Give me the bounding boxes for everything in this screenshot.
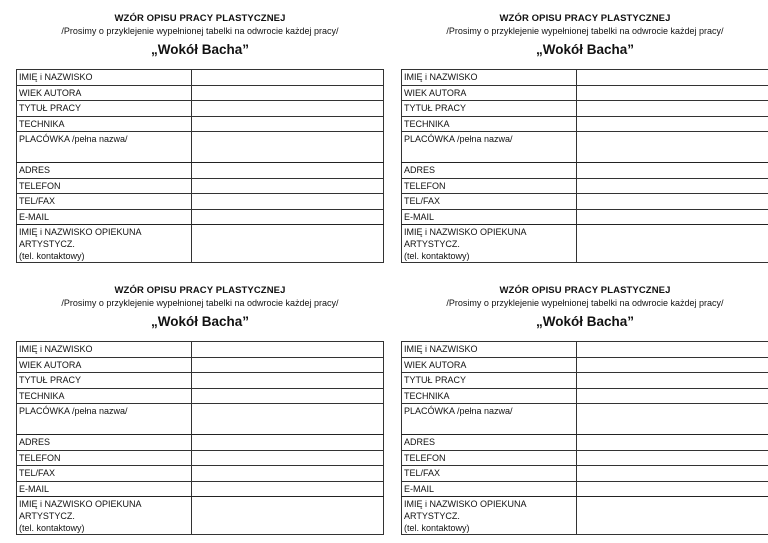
- table-row: [17, 342, 384, 358]
- fax-field[interactable]: [192, 466, 384, 482]
- form-heading: WZÓR OPISU PRACY PLASTYCZNEJ: [114, 13, 286, 24]
- table-row: [402, 209, 768, 225]
- institution-field[interactable]: [577, 132, 768, 163]
- institution-label: PLACÓWKA /pełna nazwa/: [17, 404, 192, 435]
- tutor-label: [402, 497, 577, 535]
- contest-title: „Wokół Bacha”: [535, 314, 635, 329]
- form-subheading: /Prosimy o przyklejenie wypełnionej tabelki na odwrocie każdej pracy/: [446, 26, 724, 36]
- technique-label: TECHNIKA: [402, 388, 577, 404]
- technique-field[interactable]: [192, 388, 384, 404]
- age-field[interactable]: [192, 357, 384, 373]
- work-title-label: TYTUŁ PRACY: [402, 373, 577, 389]
- table-row: [402, 70, 768, 86]
- phone-field[interactable]: [192, 450, 384, 466]
- tutor-label: [17, 225, 192, 263]
- phone-field[interactable]: [577, 178, 768, 194]
- table-row: [402, 101, 768, 117]
- tutor-field[interactable]: [577, 497, 768, 535]
- institution-field[interactable]: [192, 132, 384, 163]
- technique-field[interactable]: [577, 116, 768, 132]
- technique-field[interactable]: [577, 388, 768, 404]
- tutor-field[interactable]: [577, 225, 768, 263]
- work-title-field[interactable]: [577, 373, 768, 389]
- contest-title: „Wokół Bacha”: [150, 42, 250, 57]
- fax-label: TEL/FAX: [17, 194, 192, 210]
- age-field[interactable]: [192, 85, 384, 101]
- table-row: [402, 116, 768, 132]
- institution-field[interactable]: [577, 404, 768, 435]
- description-form-card: [401, 13, 768, 263]
- name-label: IMIĘ i NAZWISKO: [402, 70, 577, 86]
- technique-field[interactable]: [192, 116, 384, 132]
- email-field[interactable]: [192, 209, 384, 225]
- table-row: [402, 85, 768, 101]
- phone-field[interactable]: [192, 178, 384, 194]
- table-row: [17, 450, 384, 466]
- contest-title: „Wokół Bacha”: [535, 42, 635, 57]
- tutor-label-line1: IMIĘ i NAZWISKO OPIEKUNA ARTYSTYCZ.: [19, 227, 142, 249]
- description-form-card: [16, 285, 384, 535]
- name-field[interactable]: [192, 70, 384, 86]
- table-row: [402, 481, 768, 497]
- form-table: [401, 69, 768, 263]
- email-field[interactable]: [577, 209, 768, 225]
- tutor-label-line2: (tel. kontaktowy): [19, 251, 85, 261]
- tutor-field[interactable]: [192, 497, 384, 535]
- age-label: WIEK AUTORA: [402, 357, 577, 373]
- table-row: [402, 450, 768, 466]
- table-row: [17, 497, 384, 535]
- institution-label: PLACÓWKA /pełna nazwa/: [402, 404, 577, 435]
- fax-label: TEL/FAX: [402, 466, 577, 482]
- institution-label: PLACÓWKA /pełna nazwa/: [402, 132, 577, 163]
- description-form-card: [401, 285, 768, 535]
- name-field[interactable]: [577, 342, 768, 358]
- table-row: [17, 194, 384, 210]
- email-label: E-MAIL: [17, 209, 192, 225]
- form-table: [16, 69, 384, 263]
- tutor-label-line1: IMIĘ i NAZWISKO OPIEKUNA ARTYSTYCZ.: [404, 227, 527, 249]
- form-heading: WZÓR OPISU PRACY PLASTYCZNEJ: [499, 285, 671, 296]
- age-field[interactable]: [577, 85, 768, 101]
- table-row: [17, 132, 384, 163]
- tutor-label-line2: (tel. kontaktowy): [404, 251, 470, 261]
- form-subheading: /Prosimy o przyklejenie wypełnionej tabelki na odwrocie każdej pracy/: [446, 298, 724, 308]
- email-label: E-MAIL: [17, 481, 192, 497]
- table-row: [17, 225, 384, 263]
- table-row: [402, 225, 768, 263]
- email-field[interactable]: [192, 481, 384, 497]
- address-label: ADRES: [402, 435, 577, 451]
- table-row: [17, 101, 384, 117]
- table-row: [17, 85, 384, 101]
- form-table: [401, 341, 768, 535]
- tutor-field[interactable]: [192, 225, 384, 263]
- contest-title: „Wokół Bacha”: [150, 314, 250, 329]
- table-row: [402, 178, 768, 194]
- form-heading: WZÓR OPISU PRACY PLASTYCZNEJ: [499, 13, 671, 24]
- work-title-field[interactable]: [192, 373, 384, 389]
- age-label: WIEK AUTORA: [17, 357, 192, 373]
- tutor-label: [402, 225, 577, 263]
- table-row: [17, 373, 384, 389]
- table-row: [402, 373, 768, 389]
- email-label: E-MAIL: [402, 481, 577, 497]
- name-label: IMIĘ i NAZWISKO: [17, 70, 192, 86]
- address-field[interactable]: [192, 435, 384, 451]
- tutor-label: [17, 497, 192, 535]
- phone-label: TELEFON: [17, 450, 192, 466]
- table-row: [17, 357, 384, 373]
- work-title-field[interactable]: [577, 101, 768, 117]
- email-label: E-MAIL: [402, 209, 577, 225]
- form-subheading: /Prosimy o przyklejenie wypełnionej tabelki na odwrocie każdej pracy/: [61, 298, 339, 308]
- work-title-label: TYTUŁ PRACY: [402, 101, 577, 117]
- technique-label: TECHNIKA: [17, 116, 192, 132]
- description-form-card: [16, 13, 384, 263]
- age-label: WIEK AUTORA: [17, 85, 192, 101]
- fax-field[interactable]: [192, 194, 384, 210]
- tutor-label-line2: (tel. kontaktowy): [19, 523, 85, 533]
- address-label: ADRES: [402, 163, 577, 179]
- table-row: [402, 497, 768, 535]
- table-row: [17, 435, 384, 451]
- table-row: [17, 209, 384, 225]
- fax-field[interactable]: [577, 194, 768, 210]
- address-label: ADRES: [17, 163, 192, 179]
- table-row: [17, 404, 384, 435]
- table-row: [17, 116, 384, 132]
- form-heading: WZÓR OPISU PRACY PLASTYCZNEJ: [114, 285, 286, 296]
- address-field[interactable]: [577, 163, 768, 179]
- name-label: IMIĘ i NAZWISKO: [402, 342, 577, 358]
- institution-label: PLACÓWKA /pełna nazwa/: [17, 132, 192, 163]
- work-title-label: TYTUŁ PRACY: [17, 101, 192, 117]
- work-title-label: TYTUŁ PRACY: [17, 373, 192, 389]
- table-row: [402, 163, 768, 179]
- name-field[interactable]: [577, 70, 768, 86]
- fax-label: TEL/FAX: [17, 466, 192, 482]
- address-field[interactable]: [192, 163, 384, 179]
- fax-label: TEL/FAX: [402, 194, 577, 210]
- tutor-label-line1: IMIĘ i NAZWISKO OPIEKUNA ARTYSTYCZ.: [404, 499, 527, 521]
- address-label: ADRES: [17, 435, 192, 451]
- name-field[interactable]: [192, 342, 384, 358]
- work-title-field[interactable]: [192, 101, 384, 117]
- form-table: [16, 341, 384, 535]
- name-label: IMIĘ i NAZWISKO: [17, 342, 192, 358]
- table-row: [17, 481, 384, 497]
- phone-label: TELEFON: [402, 450, 577, 466]
- table-row: [402, 466, 768, 482]
- address-field[interactable]: [577, 435, 768, 451]
- technique-label: TECHNIKA: [17, 388, 192, 404]
- tutor-label-line2: (tel. kontaktowy): [404, 523, 470, 533]
- phone-label: TELEFON: [17, 178, 192, 194]
- technique-label: TECHNIKA: [402, 116, 577, 132]
- phone-label: TELEFON: [402, 178, 577, 194]
- age-field[interactable]: [577, 357, 768, 373]
- institution-field[interactable]: [192, 404, 384, 435]
- table-row: [402, 388, 768, 404]
- age-label: WIEK AUTORA: [402, 85, 577, 101]
- email-field[interactable]: [577, 481, 768, 497]
- table-row: [17, 163, 384, 179]
- table-row: [402, 132, 768, 163]
- table-row: [402, 435, 768, 451]
- table-row: [402, 194, 768, 210]
- table-row: [402, 357, 768, 373]
- table-row: [17, 466, 384, 482]
- form-subheading: /Prosimy o przyklejenie wypełnionej tabelki na odwrocie każdej pracy/: [61, 26, 339, 36]
- tutor-label-line1: IMIĘ i NAZWISKO OPIEKUNA ARTYSTYCZ.: [19, 499, 142, 521]
- table-row: [17, 178, 384, 194]
- phone-field[interactable]: [577, 450, 768, 466]
- table-row: [17, 70, 384, 86]
- table-row: [17, 388, 384, 404]
- table-row: [402, 404, 768, 435]
- fax-field[interactable]: [577, 466, 768, 482]
- table-row: [402, 342, 768, 358]
